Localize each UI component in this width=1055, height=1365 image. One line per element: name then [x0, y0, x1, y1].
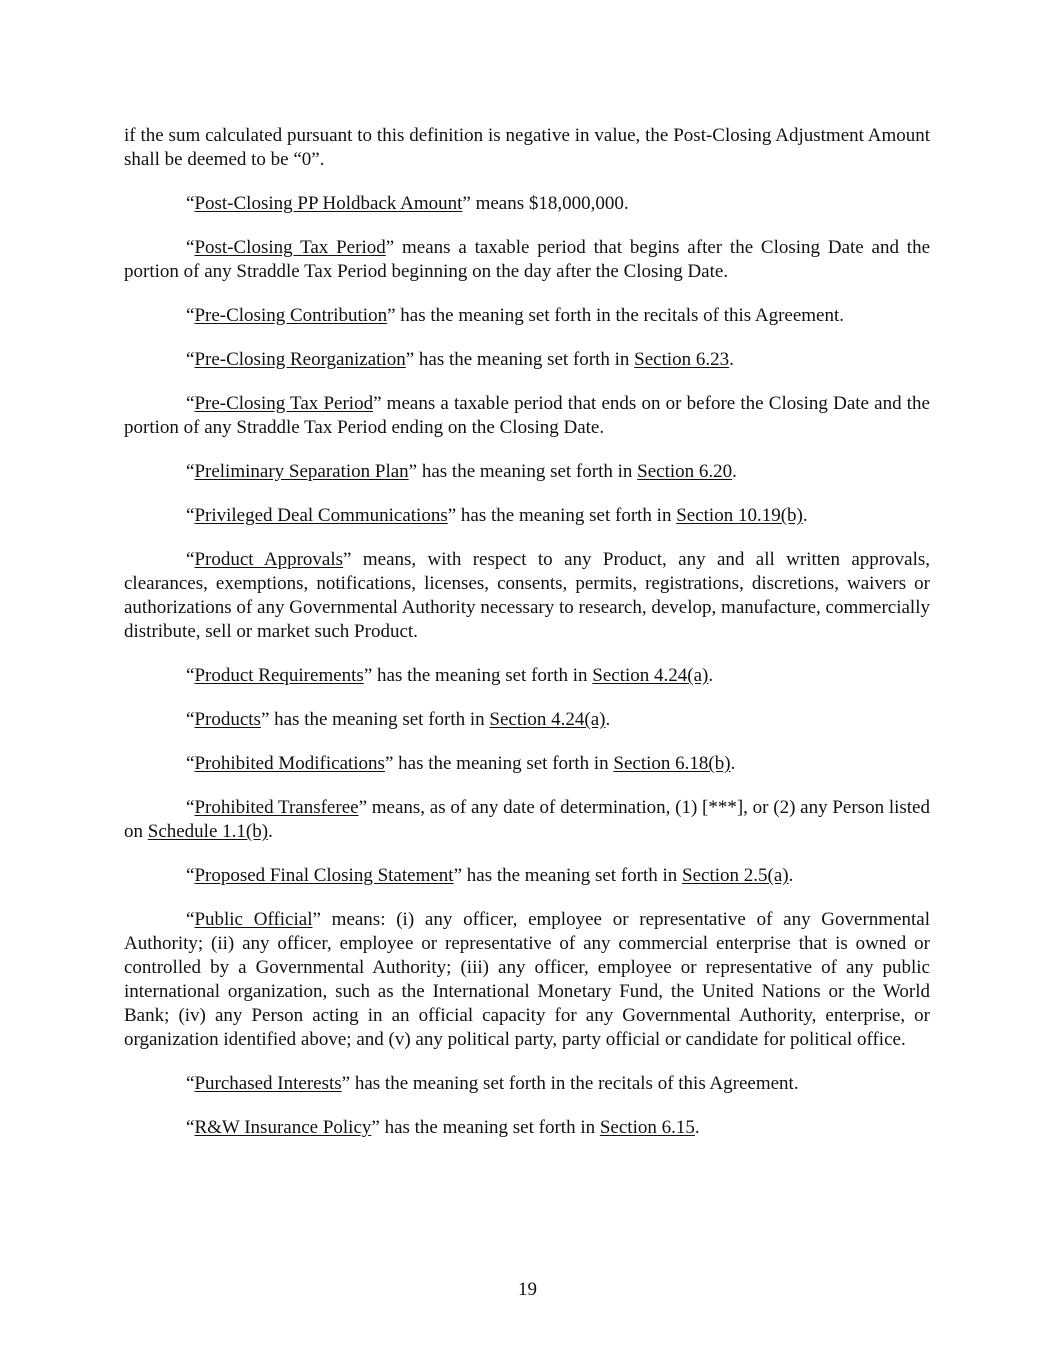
open-quote: “: [186, 505, 195, 526]
definition-text: ” has the meaning set forth in: [384, 753, 614, 774]
defined-term: Preliminary Separation Plan: [194, 461, 409, 482]
open-quote: “: [186, 549, 195, 570]
definition-paragraph: [124, 864, 930, 888]
defined-term: Privileged Deal Communications: [194, 505, 448, 526]
definition-end: .: [605, 709, 611, 730]
definition-text: ” has the meaning set forth in: [408, 461, 638, 482]
defined-term: Purchased Interests: [194, 1073, 342, 1094]
open-quote: “: [186, 865, 195, 886]
open-quote: “: [186, 709, 195, 730]
defined-term: Pre-Closing Contribution: [194, 305, 388, 326]
definition-paragraph: [124, 348, 930, 372]
definition-end: .: [732, 461, 737, 482]
definition-text: ” has the meaning set forth in: [405, 349, 635, 370]
defined-term: Prohibited Transferee: [194, 797, 359, 818]
continuation-paragraph: if the sum calculated pursuant to this definition is negative in value, the Post-Closing Adjustment Amount shall be deemed to be “0”.: [124, 125, 930, 170]
definition-text: ” means: (i) any officer, employee or representative of any Governmental Authority; (ii) any officer, employee or representative of any commercial enterprise that is owned or controlled by a Governmental Authority; (iii) any officer, employee or representative of any public international organization, such as the International Monetary Fund, the United Nations or the World Bank; (iv) any Person acting in an official capacity for any Governmental Authority, enterprise, or organization identified above; and (v) any political party, party official or candidate for political office.: [124, 909, 930, 1050]
definition-paragraph: [124, 460, 930, 484]
document-body: [124, 124, 930, 1160]
definition-end: .: [694, 1117, 700, 1138]
page-number: 19: [518, 1279, 537, 1300]
definition-text: ” means, as of any date of determination, (1) [***], or (2) any Person listed on: [124, 797, 930, 842]
definition-paragraph: [124, 1116, 930, 1140]
definition-paragraph: [124, 548, 930, 644]
definition-text: ” means a taxable period that ends on or before the Closing Date and the portion of any Straddle Tax Period ending on the Closing Date.: [124, 393, 930, 438]
defined-term: Post-Closing Tax Period: [194, 237, 386, 258]
defined-term: Pre-Closing Tax Period: [194, 393, 374, 414]
definition-end: .: [729, 349, 734, 370]
definition-paragraph: [124, 908, 930, 1052]
definition-end: .: [788, 865, 794, 886]
definition-paragraph: [124, 752, 930, 776]
definition-paragraph: [124, 796, 930, 844]
definition-text: ” means, with respect to any Product, any and all written approvals, clearances, exemptions, notifications, licenses, consents, permits, registrations, discretions, waivers or authorizations of any Governmental Authority necessary to research, develop, manufacture, commercially distribute, sell or market such Product.: [124, 549, 930, 642]
open-quote: “: [186, 193, 195, 214]
defined-term: Proposed Final Closing Statement: [194, 865, 454, 886]
definition-paragraph: [124, 192, 930, 216]
definition-text: ” has the meaning set forth in: [371, 1117, 600, 1138]
open-quote: “: [186, 349, 195, 370]
defined-term: Product Requirements: [194, 665, 364, 686]
defined-term: Post-Closing PP Holdback Amount: [194, 193, 463, 214]
open-quote: “: [186, 393, 195, 414]
defined-term: Prohibited Modifications: [194, 753, 385, 774]
open-quote: “: [186, 1117, 195, 1138]
section-reference: Section 6.18(b): [613, 753, 731, 774]
section-reference: Section 10.19(b): [676, 505, 803, 526]
defined-term: Public Official: [194, 909, 313, 930]
definition-end: .: [802, 505, 808, 526]
definition-text: ” has the meaning set forth in: [447, 505, 677, 526]
definition-paragraph: [124, 664, 930, 688]
open-quote: “: [186, 461, 195, 482]
open-quote: “: [186, 665, 195, 686]
section-reference: Schedule 1.1(b): [147, 821, 269, 842]
definition-paragraph: [124, 236, 930, 284]
definition-paragraph: [124, 1072, 930, 1096]
definition-paragraph: [124, 708, 930, 732]
definition-paragraph: [124, 392, 930, 440]
section-reference: Section 4.24(a): [489, 709, 606, 730]
open-quote: “: [186, 753, 195, 774]
definition-paragraph: [124, 504, 930, 528]
open-quote: “: [186, 305, 195, 326]
defined-term: R&W Insurance Policy: [194, 1117, 372, 1138]
definition-end: .: [730, 753, 736, 774]
open-quote: “: [186, 909, 195, 930]
defined-term: Product Approvals: [194, 549, 344, 570]
definition-text: ” has the meaning set forth in: [260, 709, 490, 730]
section-reference: Section 6.20: [637, 461, 733, 482]
definition-text: ” has the meaning set forth in: [363, 665, 593, 686]
section-reference: Section 2.5(a): [682, 865, 789, 886]
defined-term: Pre-Closing Reorganization: [194, 349, 406, 370]
defined-term: Products: [194, 709, 261, 730]
definition-end: .: [268, 821, 273, 842]
section-reference: Section 6.23: [634, 349, 730, 370]
open-quote: “: [186, 1073, 195, 1094]
definition-text: ” means $18,000,000.: [462, 193, 629, 214]
section-reference: Section 6.15: [599, 1117, 695, 1138]
definition-text: ” has the meaning set forth in the recitals of this Agreement.: [387, 305, 845, 326]
definition-end: .: [708, 665, 714, 686]
definitions-list: [124, 192, 930, 1140]
definition-text: ” means a taxable period that begins after the Closing Date and the portion of any Straddle Tax Period beginning on the day after the Closing Date.: [124, 237, 931, 282]
section-reference: Section 4.24(a): [592, 665, 709, 686]
definition-text: ” has the meaning set forth in the recitals of this Agreement.: [341, 1073, 799, 1094]
open-quote: “: [186, 237, 195, 258]
definition-paragraph: [124, 304, 930, 328]
open-quote: “: [186, 797, 195, 818]
definition-text: ” has the meaning set forth in: [453, 865, 683, 886]
